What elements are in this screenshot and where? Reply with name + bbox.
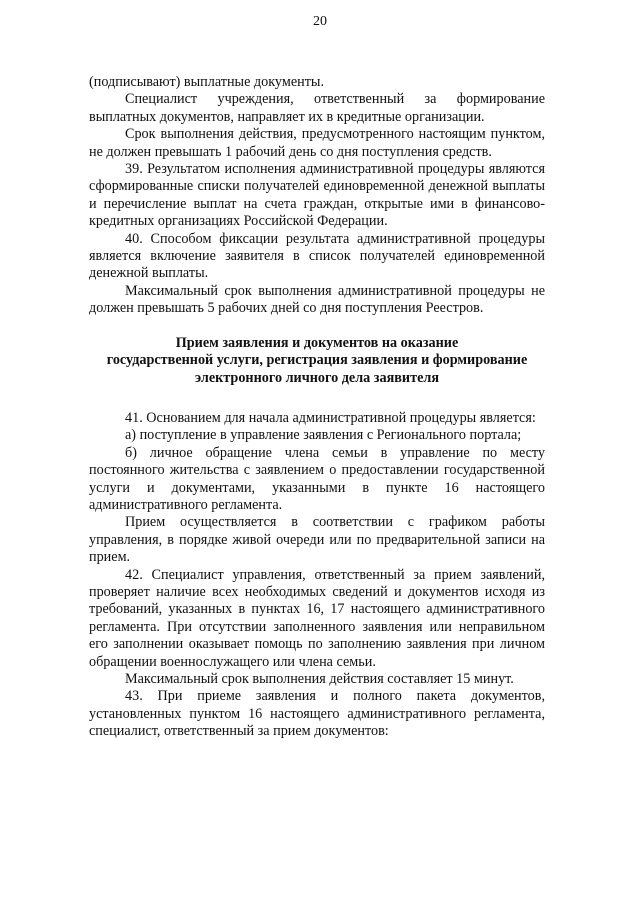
section-after-heading — [89, 410, 545, 741]
document-body — [89, 74, 545, 741]
heading-line: государственной услуги, регистрация заявления и формирование — [106, 352, 528, 369]
page-number: 20 — [313, 14, 327, 29]
heading-line: электронного личного дела заявителя — [194, 369, 440, 386]
paragraph: Срок выполнения действия, предусмотренного настоящим пунктом, не должен превышать 1 рабочий день со дня поступления средств. — [89, 126, 545, 160]
paragraph: Специалист учреждения, ответственный за формирование выплатных документов, направляет их в кредитные организации. — [89, 91, 545, 125]
heading-line: Прием заявления и документов на оказание — [175, 334, 459, 351]
paragraph: (подписывают) выплатные документы. — [89, 74, 324, 90]
paragraph: 43. При приеме заявления и полного пакета документов, установленных пунктом 16 настоящего административного регламента, специалист, ответственный за прием документов: — [89, 688, 545, 740]
paragraph: 42. Специалист управления, ответственный за прием заявлений, проверяет наличие всех необходимых сведений и документов исходя из требований, указанных в пунктах 16, 17 настоящего административного регламента. При отсутствии заполненного заявления или неправильном его заполнении оказывает помощь по заполнению заявления при личном обращении военнослужащего или члена семьи. — [89, 566, 545, 670]
paragraph: 40. Способом фиксации результата административной процедуры является включение заявителя в список получателей единовременной денежной выплаты. — [89, 230, 545, 282]
section-before-heading — [89, 74, 545, 318]
paragraph: Прием осуществляется в соответствии с графиком работы управления, в порядке живой очереди или по предварительной записи на прием. — [89, 514, 545, 566]
paragraph: а) поступление в управление заявления с Регионального портала; — [125, 427, 522, 444]
paragraph: Максимальный срок выполнения действия составляет 15 минут. — [125, 671, 514, 687]
paragraph: б) личное обращение члена семьи в управление по месту постоянного жительства с заявлением о предоставлении государственной услуги и документами, указанными в пункте 16 настоящего административного регламента. — [89, 444, 545, 513]
section-heading — [89, 335, 545, 387]
paragraph: 41. Основанием для начала административной процедуры является: — [125, 409, 536, 426]
paragraph: 39. Результатом исполнения административной процедуры являются сформированные списки получателей единовременной денежной выплаты и перечисление выплат на счета граждан, открытые ими в финансово-кредитных организациях Российской Федерации. — [89, 161, 545, 230]
paragraph: Максимальный срок выполнения административной процедуры не должен превышать 5 рабочих дней со дня поступления Реестров. — [89, 282, 545, 317]
